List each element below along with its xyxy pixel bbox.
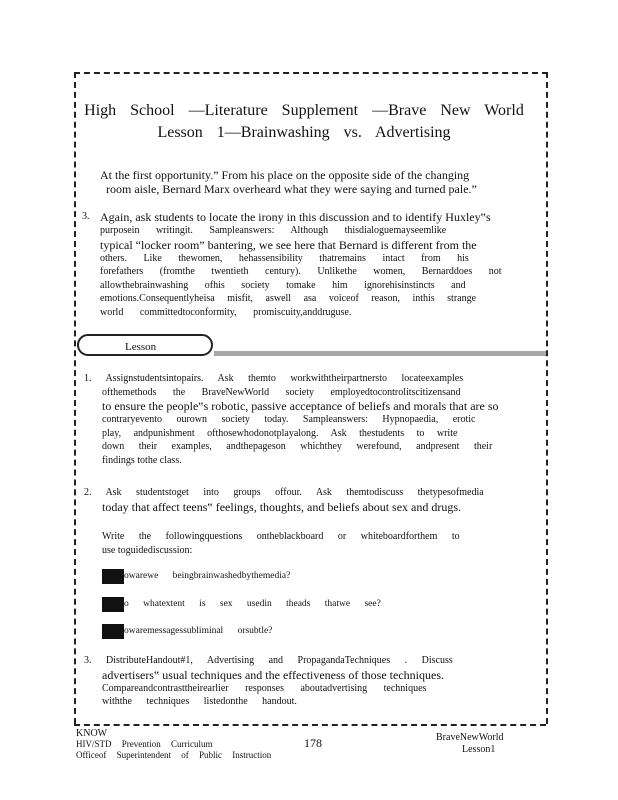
text-line: down their examples, andthepageson whichthey werefound, andpresent their: [102, 441, 493, 453]
text-line: withthe techniques listedonthe handout.: [102, 696, 297, 708]
title-line-2: Lesson 1—Brainwashing vs. Advertising: [157, 124, 451, 141]
text-line: emotions.Consequentlyheisa misfit, aswell asa voiceof reason, inthis strange: [100, 293, 477, 305]
title-line-1: High School —Literature Supplement —Brave New World: [84, 102, 524, 119]
page-number: 178: [304, 736, 322, 750]
discussion-question: owaremessagessubliminal orsubtle?: [124, 626, 273, 636]
text-line: today that affect teens‟ feelings, thoughts, and beliefs about sex and drugs.: [102, 499, 462, 514]
text-line: play, andpunishment ofthosewhodonotplayalong. Ask thestudents to write: [102, 427, 458, 439]
text-line: typical “locker room” bantering, we see here that Bernard is different from the: [100, 237, 477, 252]
redacted-bullet: [102, 569, 124, 584]
footer-curriculum: HIV/STD Prevention Curriculum: [76, 739, 213, 749]
text-line: allowthebrainwashing ofhis society tomake him ignorehisinstincts and: [100, 279, 466, 291]
footer-lesson: Lesson1: [462, 744, 496, 755]
lesson-tab: Lesson: [77, 334, 213, 356]
redacted-bullet: [102, 597, 124, 612]
footer-program: KNOW: [76, 728, 108, 739]
text-line: Again, ask students to locate the irony in this discussion and to identify Huxley‟s: [100, 210, 491, 224]
lesson-item-1: [84, 372, 504, 468]
redacted-bullet: [102, 624, 124, 639]
text-line: 3. DistributeHandout#1, Advertising and PropagandaTechniques . Discuss: [84, 655, 453, 666]
text-line: world committedtoconformity, promiscuity,anddruguse.: [100, 306, 352, 318]
text-line: to ensure the people‟s robotic, passive acceptance of beliefs and morals that are so: [102, 399, 499, 414]
quote-line: room aisle, Bernard Marx overheard what they were saying and turned pale.”: [106, 182, 477, 196]
discussion-question: owarewe beingbrainwashedbythemedia?: [124, 571, 291, 581]
text-line: forefathers (fromthe twentieth century). Unlikethe women, Bernarddoes not: [100, 266, 502, 278]
discussion-question: o whatextent is sex usedin theads thatwe see?: [124, 599, 381, 609]
text-line: Write the followingquestions ontheblackboard or whiteboardforthem to: [102, 531, 460, 542]
lesson-item-2: [84, 486, 504, 514]
irony-discussion: [100, 210, 510, 320]
text-line: advertisers‟ usual techniques and the effectiveness of those techniques.: [102, 667, 444, 682]
lesson-item-3: [84, 654, 504, 709]
bottom-divider: [74, 724, 546, 726]
text-line: findings tothe class.: [102, 454, 182, 466]
text-line: contraryevento ourown society today. Sampleanswers: Hypnopaedia, erotic: [102, 414, 476, 426]
text-line: 2. Ask studentstoget into groups offour. Ask themtodiscuss thetypesofmedia: [84, 487, 484, 498]
item-number: 3.: [82, 211, 90, 222]
page-title: [84, 100, 524, 144]
text-line: ofthemethods the BraveNewWorld society employedtocontrolitscitizensand: [102, 386, 461, 398]
quote-line: At the first opportunity.” From his place on the opposite side of the changing: [100, 168, 470, 182]
footer-right: [436, 732, 504, 756]
text-line: use toguidediscussion:: [102, 544, 193, 556]
discussion-instruction: [102, 530, 502, 557]
footer-left: [76, 728, 271, 761]
quote-block: [100, 168, 520, 196]
text-line: 1. Assignstudentsintopairs. Ask themto workwiththeirpartnersto locateexamples: [84, 373, 464, 384]
text-line: purposein writingit. Sampleanswers: Although thisdialoguemayseemlike: [100, 225, 447, 236]
footer-book-title: BraveNewWorld: [436, 732, 504, 743]
footer-office: Officeof Superintendent of Public Instruction: [76, 750, 272, 760]
text-line: others. Like thewomen, hehassensibility thatremains intact from his: [100, 252, 469, 264]
text-line: Compareandcontrasttheirearlier responses aboutadvertising techniques: [102, 682, 427, 694]
